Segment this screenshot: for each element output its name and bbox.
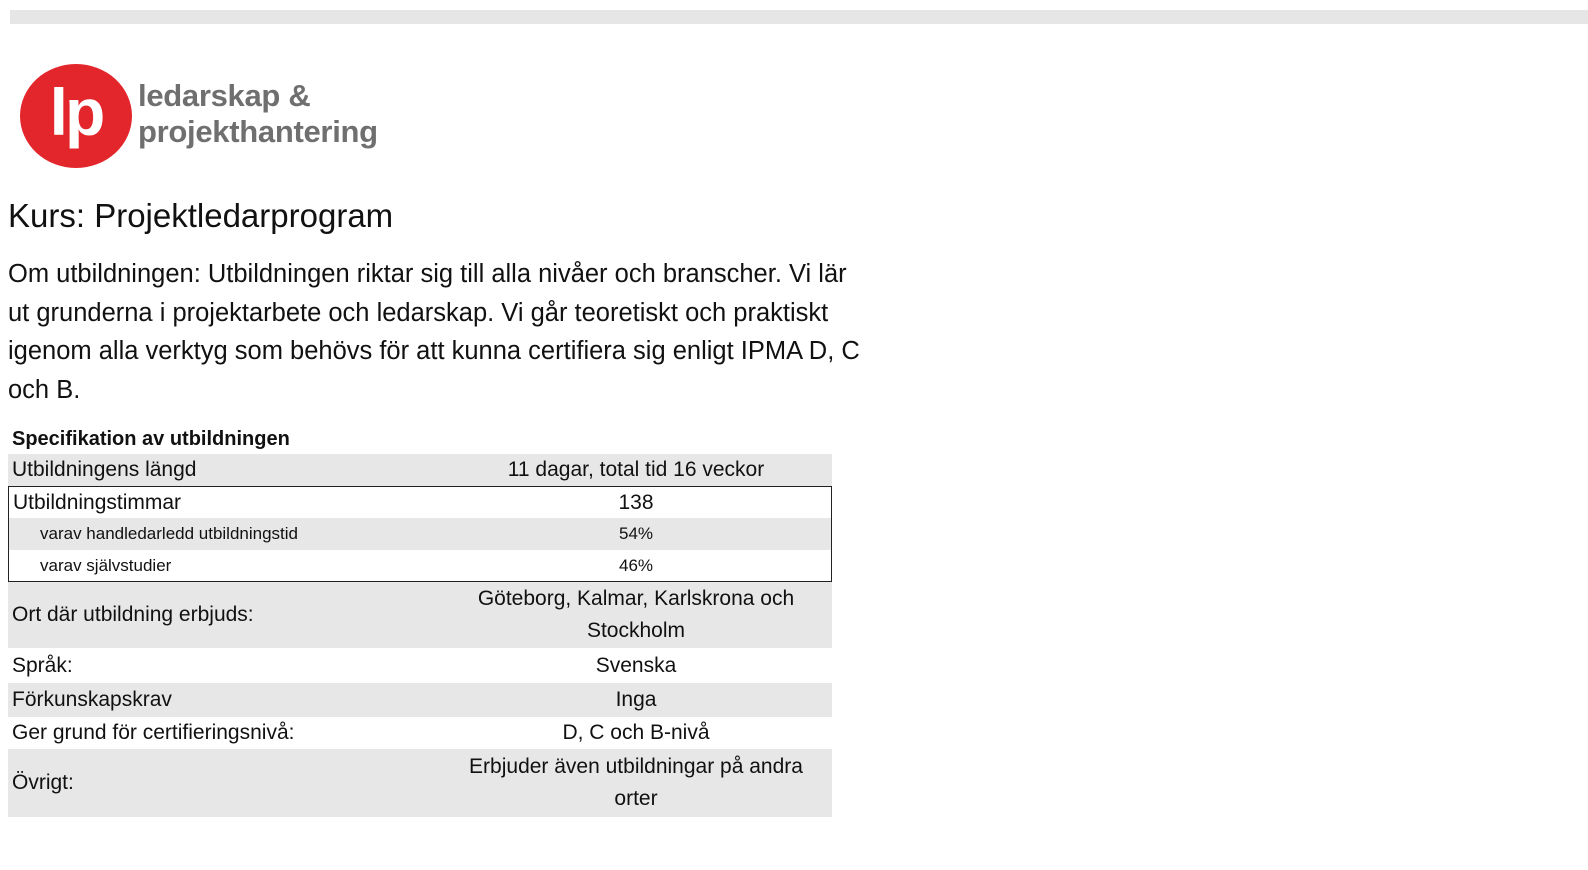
spec-value: 54%: [618, 524, 654, 543]
spec-row-hours: [9, 487, 831, 518]
spec-label: Ger grund för certifieringsnivå:: [12, 721, 295, 744]
course-description: Om utbildningen: Utbildningen riktar sig till alla nivåer och branscher. Vi lär ut grunderna i projektarbete och ledarskap. Vi går teoretiskt och praktiskt igenom alla verktyg som behövs för att kunna certifiera sig enligt IPMA D, C och B.: [8, 260, 860, 404]
course-title: Kurs: Projektledarprogram: [8, 197, 394, 234]
company-logo: [20, 64, 420, 168]
logo-mark: lp: [49, 75, 103, 149]
spec-label: Språk:: [12, 653, 73, 677]
spec-row-guided: [9, 518, 831, 550]
logo-line-2: projekthantering: [138, 114, 378, 149]
spec-row-language: [8, 648, 832, 683]
spec-value: D, C och B-nivå: [562, 721, 710, 744]
spec-value: Göteborg, Kalmar, Karlskrona och Stockholm: [477, 587, 795, 642]
spec-row-other: [8, 749, 832, 817]
logo-wordmark: [138, 78, 378, 150]
spec-label: Förkunskapskrav: [12, 688, 172, 711]
spec-label: varav självstudier: [40, 555, 172, 575]
spec-value: Inga: [615, 688, 657, 711]
spec-label: Övrigt:: [12, 771, 74, 794]
spec-heading: Specifikation av utbildningen: [12, 428, 290, 450]
spec-value: Erbjuder även utbildningar på andra orter: [469, 755, 803, 810]
top-divider-bar: [10, 10, 1588, 24]
spec-value: Svenska: [595, 653, 677, 677]
spec-label: Utbildningstimmar: [13, 490, 182, 514]
spec-row-self-study: [9, 550, 831, 581]
spec-table: [8, 454, 832, 817]
spec-label: Ort där utbildning erbjuds:: [12, 603, 254, 626]
spec-row-certification: [8, 717, 832, 749]
spec-hours-group: [8, 486, 832, 582]
spec-row-location: [8, 582, 832, 648]
spec-value: 138: [618, 490, 654, 514]
spec-label: varav handledarledd utbildningstid: [40, 524, 299, 543]
spec-row-length: [8, 454, 832, 486]
spec-value: 46%: [618, 555, 654, 575]
spec-value: 11 dagar, total tid 16 veckor: [507, 458, 765, 481]
logo-line-1: ledarskap &: [138, 78, 311, 113]
spec-label: Utbildningens längd: [12, 458, 197, 481]
spec-row-prerequisites: [8, 683, 832, 717]
